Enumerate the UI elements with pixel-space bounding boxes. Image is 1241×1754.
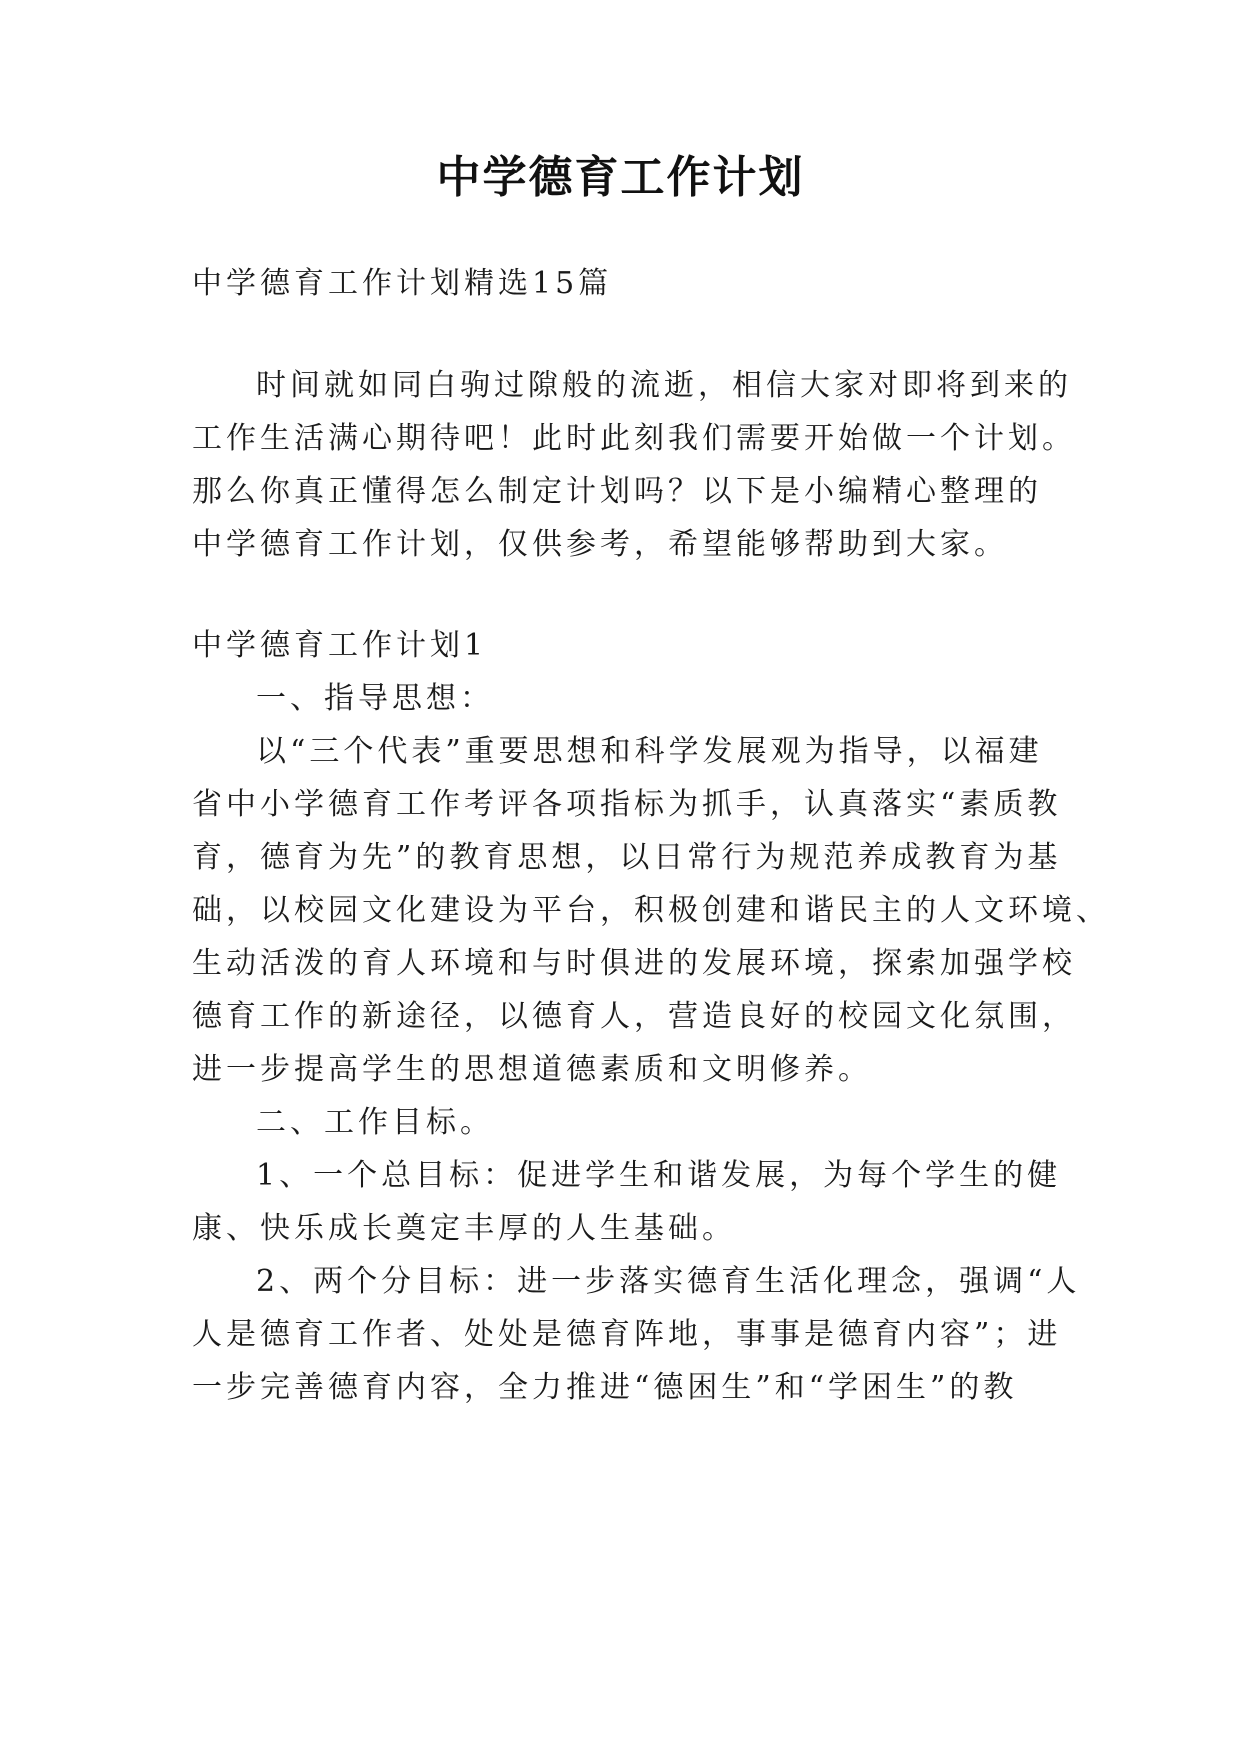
body-line: 进一步提高学生的思想道德素质和文明修养。 bbox=[192, 1052, 872, 1087]
document-title: 中学德育工作计划 bbox=[436, 152, 805, 203]
intro-line: 时间就如同白驹过隙般的流逝，相信大家对即将到来的 bbox=[256, 368, 1072, 403]
body-line: 德育工作的新途径，以德育人，营造良好的校园文化氛围， bbox=[192, 999, 1076, 1034]
intro-line: 那么你真正懂得怎么制定计划吗？以下是小编精心整理的 bbox=[192, 474, 1042, 509]
section-heading: 中学德育工作计划1 bbox=[192, 628, 488, 663]
body-line: 一步完善德育内容，全力推进“德困生”和“学困生”的教 bbox=[192, 1370, 1018, 1405]
subsection-heading: 一、指导思想： bbox=[256, 681, 494, 716]
body-line: 康、快乐成长奠定丰厚的人生基础。 bbox=[192, 1211, 736, 1246]
body-line: 育，德育为先”的教育思想，以日常行为规范养成教育为基 bbox=[192, 840, 1062, 875]
body-line: 人是德育工作者、处处是德育阵地，事事是德育内容”；进 bbox=[192, 1317, 1062, 1352]
body-line: 省中小学德育工作考评各项指标为抓手，认真落实“素质教 bbox=[192, 787, 1062, 822]
body-line: 础，以校园文化建设为平台，积极创建和谐民主的人文环境、 bbox=[192, 893, 1110, 928]
intro-line: 工作生活满心期待吧！此时此刻我们需要开始做一个计划。 bbox=[192, 421, 1076, 456]
body-line: 生动活泼的育人环境和与时俱进的发展环境，探索加强学校 bbox=[192, 946, 1076, 981]
body-line: 1、一个总目标：促进学生和谐发展，为每个学生的健 bbox=[256, 1158, 1062, 1193]
body-line: 2、两个分目标：进一步落实德育生活化理念，强调“人 bbox=[256, 1264, 1081, 1299]
body-line: 以“三个代表”重要思想和科学发展观为指导，以福建 bbox=[256, 734, 1043, 769]
subsection-heading: 二、工作目标。 bbox=[256, 1105, 494, 1140]
subtitle-line: 中学德育工作计划精选15篇 bbox=[192, 266, 613, 301]
intro-line: 中学德育工作计划，仅供参考，希望能够帮助到大家。 bbox=[192, 527, 1008, 562]
